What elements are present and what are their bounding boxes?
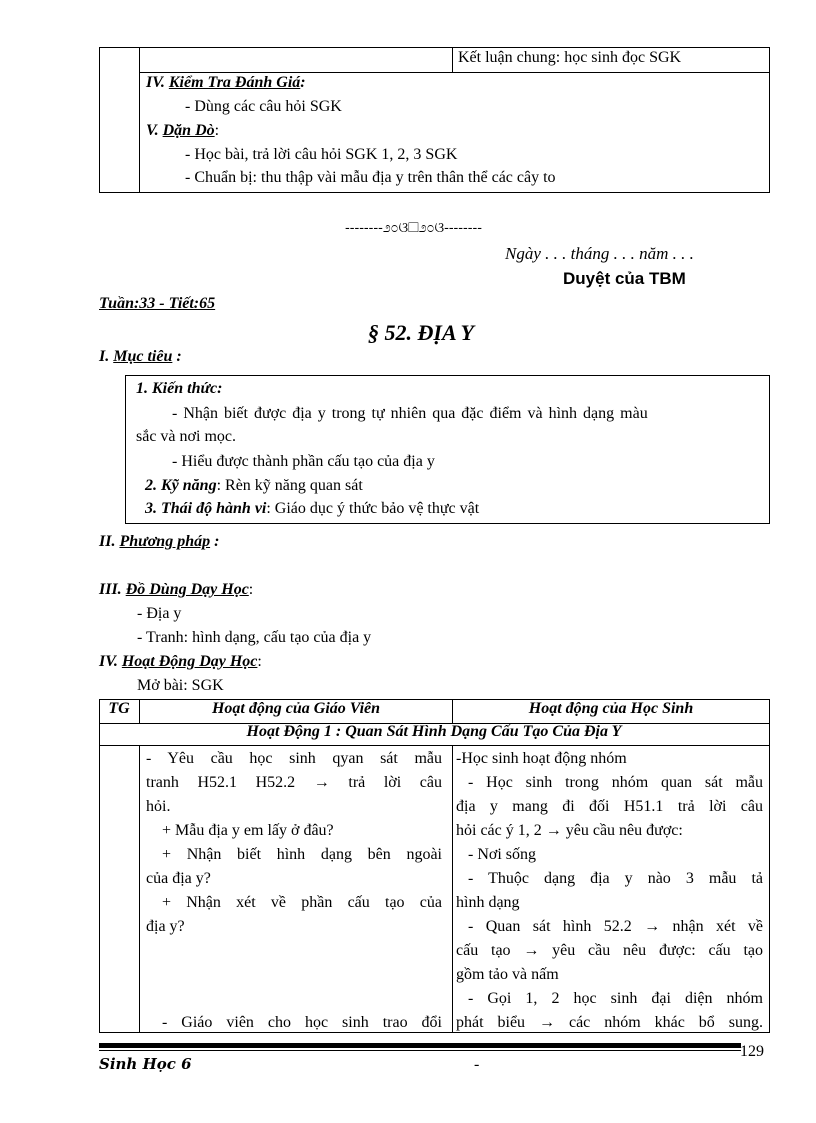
- teacher-line: + Nhận xét về phần cấu tạo của: [162, 894, 442, 911]
- knowledge-item-1: - Nhận biết được địa y trong tự nhiên qua đặc điểm và hình dạng màu: [172, 405, 648, 422]
- student-line: - Quan sát hình 52.2 → nhận xét về: [468, 918, 763, 935]
- section-3-heading: III. Đồ Dùng Dạy Học:: [99, 581, 254, 598]
- knowledge-item-2: - Hiểu được thành phần cấu tạo của địa y: [172, 453, 435, 470]
- knowledge-item-1-cont: sắc và nơi mọc.: [136, 428, 236, 445]
- teacher-line: của địa y?: [146, 870, 211, 887]
- lesson-title: § 52. ĐỊA Y: [368, 320, 474, 345]
- student-line: - Gọi 1, 2 học sinh đại diện nhóm: [468, 990, 763, 1007]
- week-label: Tuần:33 - Tiết:65: [99, 295, 216, 312]
- skills-line: 2. Kỹ năng: Rèn kỹ năng quan sát: [145, 477, 363, 494]
- top-table: [99, 47, 770, 193]
- approval-label: Duyệt của TBM: [563, 269, 686, 288]
- student-line: - Thuộc dạng địa y nào 3 mẫu tả: [468, 870, 763, 887]
- material-item: - Địa y: [137, 605, 182, 622]
- teacher-line: + Nhận biết hình dạng bên ngoài: [162, 846, 442, 863]
- section-5-heading: V. Dặn Dò:: [146, 122, 220, 139]
- student-line: - Học sinh trong nhóm quan sát mẫu: [468, 774, 763, 791]
- column-header-tg: TG: [108, 700, 130, 717]
- objectives-box: [125, 375, 770, 524]
- date-line: Ngày . . . tháng . . . năm . . .: [505, 244, 694, 263]
- student-line: cấu tạo → yêu cầu nêu được: cấu tạo: [456, 942, 763, 959]
- student-line: gồm tảo và nấm: [456, 966, 559, 983]
- student-column: [456, 747, 766, 1031]
- section-4-heading: IV. Hoạt Động Dạy Học:: [99, 653, 262, 670]
- section-2-heading: II. Phương pháp :: [99, 533, 220, 550]
- teacher-line: - Giáo viên cho học sinh trao đổi: [162, 1014, 442, 1031]
- section-1-heading: I. Mục tiêu :: [99, 348, 182, 365]
- footer-rule: [99, 1043, 741, 1048]
- intro-line: Mở bài: SGK: [137, 677, 224, 694]
- subject-label: Sinh Học 6: [99, 1055, 192, 1073]
- ornament-divider: --------೨೦ଓ☐೨೦ଓ--------: [345, 220, 482, 236]
- student-line: hỏi các ý 1, 2 → yêu cầu nêu được:: [456, 822, 683, 839]
- section-4-heading: IV. Kiểm Tra Đánh Giá:: [146, 74, 306, 91]
- teacher-line: + Mẫu địa y em lấy ở đâu?: [162, 822, 334, 839]
- activity-table: [99, 699, 770, 1033]
- column-header-teacher: Hoạt động của Giáo Viên: [211, 700, 381, 717]
- assessment-item: - Dùng các câu hỏi SGK: [185, 98, 342, 115]
- page-number: 129: [740, 1043, 764, 1060]
- knowledge-title: 1. Kiến thức:: [136, 380, 223, 397]
- footer-rule-thin: [99, 1050, 741, 1051]
- student-line: - Nơi sống: [468, 846, 537, 863]
- teacher-column: [146, 747, 446, 1031]
- homework-item-1: - Học bài, trả lời câu hỏi SGK 1, 2, 3 SGK: [185, 146, 458, 163]
- teacher-line: - Yêu cầu học sinh qyan sát mẫu: [146, 750, 442, 767]
- activity-title: Hoạt Động 1 : Quan Sát Hình Dạng Cấu Tạo Của Địa Y: [246, 723, 622, 740]
- student-line: địa y mang đi đối H51.1 trả lời câu: [456, 798, 763, 815]
- column-header-student: Hoạt động của Học Sinh: [528, 700, 694, 717]
- teacher-line: hỏi.: [146, 798, 171, 815]
- student-line: phát biểu → các nhóm khác bổ sung.: [456, 1014, 763, 1031]
- conclusion-cell: Kết luận chung: học sinh đọc SGK: [458, 49, 682, 66]
- teacher-line: địa y?: [146, 918, 185, 935]
- homework-item-2: - Chuẩn bị: thu thập vài mẫu địa y trên thân thể các cây to: [185, 169, 556, 186]
- student-line: hình dạng: [456, 894, 520, 911]
- teacher-line: tranh H52.1 H52.2 → trả lời câu: [146, 774, 442, 791]
- material-item: - Tranh: hình dạng, cấu tạo của địa y: [137, 629, 372, 646]
- attitude-line: 3. Thái độ hành vi: Giáo dục ý thức bảo vệ thực vật: [145, 500, 480, 517]
- footer-dash: -: [474, 1056, 480, 1073]
- student-line: -Học sinh hoạt động nhóm: [456, 750, 627, 767]
